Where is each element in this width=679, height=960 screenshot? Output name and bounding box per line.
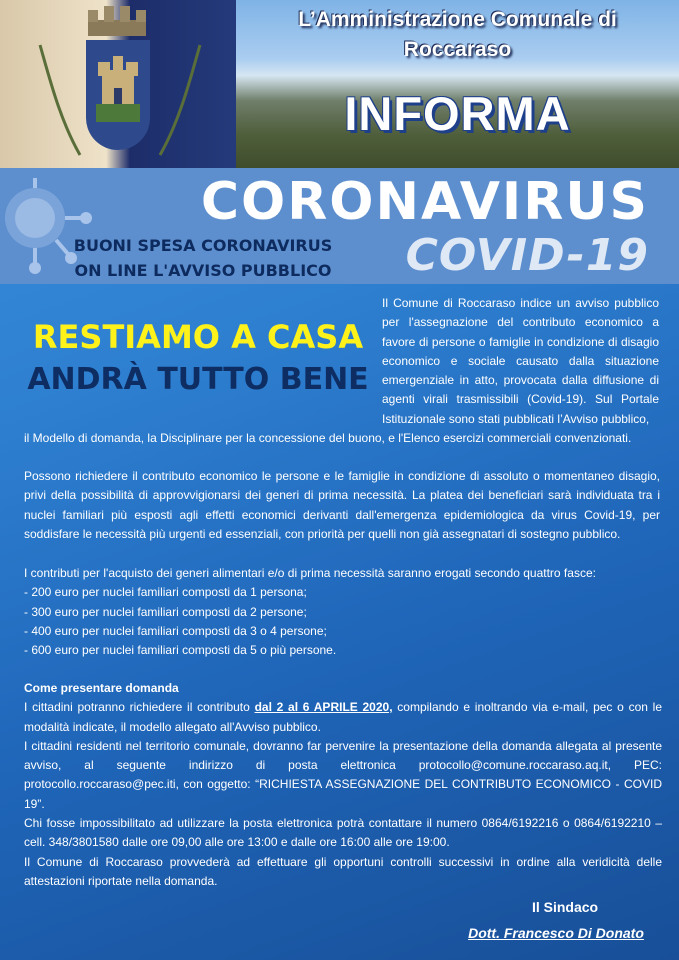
application-dates-paragraph xyxy=(24,698,662,737)
band-item: - 600 euro per nuclei familiari composti da 5 o più persone. xyxy=(24,643,337,658)
mayor-title: Il Sindaco xyxy=(531,899,599,915)
section-heading: Come presentare domanda xyxy=(24,681,179,695)
crown-icon xyxy=(84,4,150,38)
bands-intro: I contributi per l'acquisto dei generi alimentari e/o di prima necessità saranno erogati secondo quattro fasce: xyxy=(24,566,596,580)
contact-paragraph: Chi fosse impossibilitato ad utilizzare la posta elettronica potrà contattare il numero 0864/6192216 o 0864/6192210 – cell. 348/3801580 dalle ore 09,00 alle ore 13:00 e dalle ore 16:00 alle ore 19:00. xyxy=(24,816,662,850)
slogan-andra-tutto-bene: ANDRÀ TUTTO BENE xyxy=(27,362,369,397)
application-section xyxy=(24,679,662,891)
intro-paragraph: Il Comune di Roccaraso indice un avviso pubblico per l'assegnazione del contributo economico a favore di persone o famiglie in condizione di disagio economico e sociale causato dalla situazione emergenziale in atto, provocata dalla diffusione di agenti virali trasmissibili (Covid-19). Sul Portale Istituzionale sono stati pubblicati l’Avviso pubblico, xyxy=(382,296,659,426)
avviso-pubblico-line: ON LINE L'AVVISO PUBBLICO xyxy=(74,261,332,280)
castle-icon xyxy=(86,40,150,150)
town-name: Roccaraso xyxy=(403,38,512,61)
administration-title: L’Amministrazione Comunale di xyxy=(298,8,617,31)
band-item: - 300 euro per nuclei familiari composti da 2 persone; xyxy=(24,604,307,619)
branch-icon xyxy=(30,40,90,160)
text-span: compilando e inoltrando via e-mail, pec o con le modalità indicate, il modello allegato all'Avviso pubblico. xyxy=(24,700,663,734)
crest-shield xyxy=(86,40,150,150)
text-span: I cittadini potranno richiedere il contributo xyxy=(24,700,255,715)
branch-icon xyxy=(150,40,210,160)
band-item: - 200 euro per nuclei familiari composti da 1 persona; xyxy=(24,585,307,600)
contribution-bands xyxy=(24,564,660,660)
buoni-spesa-line: BUONI SPESA CORONAVIRUS xyxy=(73,236,333,255)
intro-continuation: il Modello di domanda, la Disciplinare per la concessione del buono, e l'Elenco esercizi commerciali convenzionati. xyxy=(24,431,632,445)
municipal-banner xyxy=(0,0,236,168)
band-item: - 400 euro per nuclei familiari composti da 3 o 4 persone; xyxy=(24,623,327,638)
header xyxy=(0,0,679,168)
submission-paragraph: I cittadini residenti nel territorio comunale, dovranno far pervenire la presentazione della domanda allegata al presente avviso, al seguente indirizzo di posta elettronica protocollo@comune.roccaraso.aq.it, PEC: protocollo.roccaraso@pec.iti, con oggetto: “RICHIESTA ASSEGNAZIONE DEL CONTRIBUTO ECONOMICO - COVID 19”. xyxy=(24,738,662,811)
slogan-restiamo-a-casa: RESTIAMO A CASA xyxy=(32,318,364,356)
controls-paragraph: Il Comune di Roccaraso provvederà ad effettuare gli opportuni controlli successivi in ordine alla veridicità delle attestazioni riportate nella domanda. xyxy=(24,854,662,888)
informa-heading: INFORMA xyxy=(344,87,571,140)
mayor-name: Dott. Francesco Di Donato xyxy=(468,925,644,941)
application-dates: dal 2 al 6 APRILE 2020, xyxy=(254,700,393,715)
eligibility-paragraph xyxy=(24,467,660,544)
covid-subtitle: COVID-19 xyxy=(405,230,649,281)
coronavirus-title: CORONAVIRUS xyxy=(200,172,649,232)
eligibility-text: Possono richiedere il contributo economico le persone e le famiglie in condizione di assoluto o momentaneo disagio, privi della possibilità di approvvigionarsi dei generi di prima necessità. La platea dei beneficiari sarà individuata tra i nuclei familiari più esposti agli effetti economici derivanti dall'emergenza epidemiologica da virus Covid-19, per soddisfare le necessità più urgenti ed essenziali, con priorità per quelli non già assegnatari di sostegno pubblico. xyxy=(24,469,660,541)
